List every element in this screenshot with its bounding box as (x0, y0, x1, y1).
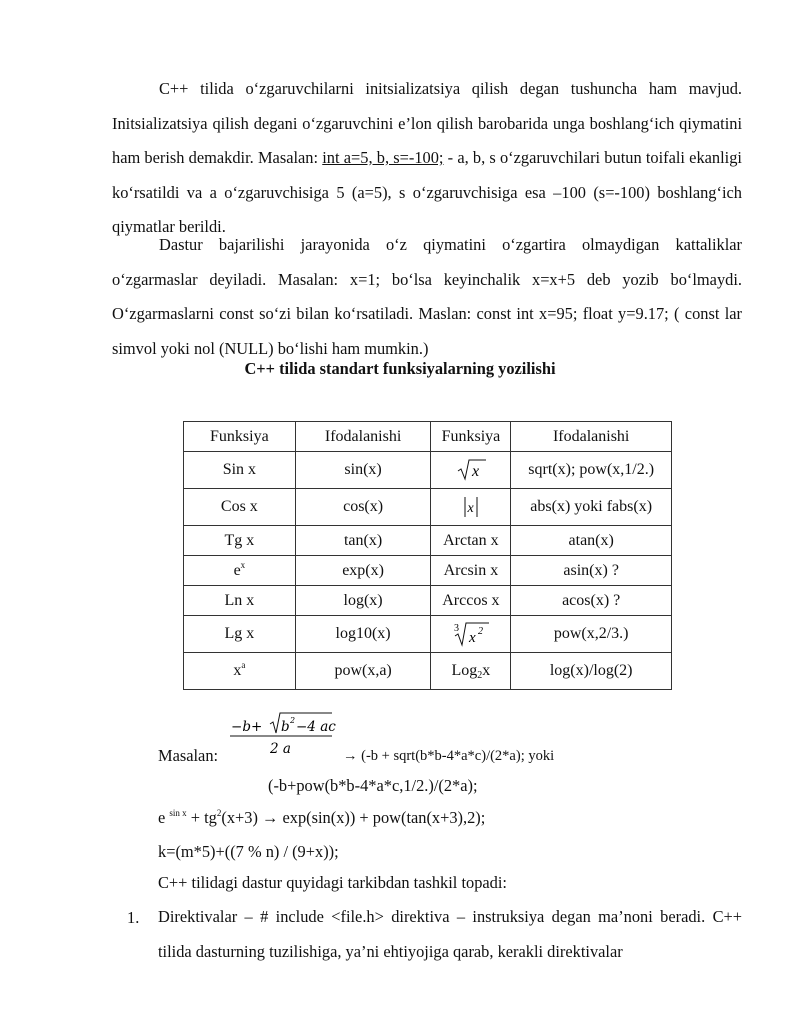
functions-table (183, 421, 672, 690)
table-cell: Ln x (184, 586, 296, 616)
formula-numerator-prefix: −b+ (231, 719, 263, 735)
cube-root-symbol (451, 619, 491, 649)
formula-sup: 2 (290, 716, 296, 725)
table-header: Funksiya (184, 422, 296, 452)
example-line-5: C++ tilidagi dastur quyidagi tarkibdan tashkil topadi: (158, 873, 507, 892)
example-label: Masalan: (158, 746, 219, 765)
table-cell (184, 653, 296, 690)
sqrt-x: x (471, 463, 479, 480)
table-cell: tan(x) (295, 526, 431, 556)
table-cell: Lg x (184, 616, 296, 653)
table-cell: atan(x) (511, 526, 672, 556)
formula-mid: + tg (186, 808, 217, 827)
exp-superscript: x (240, 559, 246, 570)
table-cell (431, 452, 511, 489)
table-cell: asin(x) ? (511, 556, 672, 586)
section-heading: C++ tilida standart funksiyalarning yozilishi (244, 359, 556, 378)
code-example: int a=5, b, s=-100; (322, 148, 444, 168)
quadratic-formula (228, 709, 338, 761)
table-cell: Arcsin x (431, 556, 511, 586)
list-item-text: Direktivalar – # include <file.h> direktiva – instruksiya degan ma’noni beradi. C++ tilida dasturning tuzilishiga, ya’ni ehtiyojiga qarab, kerakli direktivalar (158, 907, 742, 961)
tg-superscript: 2 (216, 808, 222, 818)
table-cell: Arccos x (431, 586, 511, 616)
exp-superscript: sin x (169, 808, 187, 818)
example-line-4: k=(m*5)+((7 % n) / (9+x)); (158, 842, 339, 861)
formula-denominator: 2 a (270, 741, 291, 757)
table-cell: exp(x) (295, 556, 431, 586)
table-cell: acos(x) ? (511, 586, 672, 616)
table-cell: abs(x) yoki fabs(x) (511, 489, 672, 526)
table-row (184, 489, 672, 526)
table-row (184, 653, 672, 690)
log-subscript: 2 (477, 670, 483, 681)
power-base: x (233, 662, 242, 679)
sqrt-symbol (454, 457, 488, 483)
root-power: 2 (477, 626, 483, 637)
log-arg: x (482, 662, 491, 679)
table-cell: Tg x (184, 526, 296, 556)
table-header: Ifodalanishi (511, 422, 672, 452)
table-cell: cos(x) (295, 489, 431, 526)
abs-x: x (467, 501, 474, 516)
table-cell: log(x)/log(2) (511, 653, 672, 690)
log-base: Log (451, 662, 478, 679)
paragraph-initialization (112, 72, 742, 245)
exp-base: e (158, 808, 166, 827)
table-row (184, 556, 672, 586)
table-cell: log10(x) (295, 616, 431, 653)
table-row (184, 586, 672, 616)
table-cell: Arctan x (431, 526, 511, 556)
example-line-3 (158, 805, 485, 833)
table-cell (431, 489, 511, 526)
list-number: 1. (127, 908, 140, 927)
table-row (184, 616, 672, 653)
table-header-row (184, 422, 672, 452)
table-cell: log(x) (295, 586, 431, 616)
example-line-2: (-b+pow(b*b-4*a*c,1/2.)/(2*a); (268, 776, 478, 795)
table-cell (431, 653, 511, 690)
table-cell: sin(x) (295, 452, 431, 489)
exp-base: e (233, 561, 241, 579)
paragraph-constants: Dastur bajarilishi jarayonida o‘z qiymatini o‘zgartira olmaydigan kattaliklar o‘zgarmaslar deyiladi. Masalan: x=1; bo‘lsa keyinchalik x=x+5 deb yozib bo‘lmaydi. O‘zgarmaslarni const so‘zi bilan ko‘rsatiladi. Maslan: const int x=95; float y=9.17; ( const lar simvol yoki nol (NULL) bo‘lishi ham mumkin.) (112, 235, 742, 358)
root-index: 3 (453, 623, 459, 634)
table-row (184, 526, 672, 556)
formula-rest: −4 ac (296, 719, 336, 735)
paragraph-text: - a, b, s o‘zgaruvchilari butun toifali ekanligi ko‘rsatildi va a o‘zgaruvchisiga 5 (a=5), s o‘zgaruvchisiga esa –100 (s=-100) boshlang‘ich qiymatlar berildi. (112, 148, 742, 237)
formula-b: b (281, 719, 290, 735)
table-header: Ifodalanishi (295, 422, 431, 452)
example-line-1: → (-b + sqrt(b*b-4*a*c)/(2*a); yoki (343, 748, 555, 764)
table-cell: Sin x (184, 452, 296, 489)
power-superscript: a (241, 660, 246, 670)
root-x: x (468, 630, 476, 646)
table-cell: pow(x,a) (295, 653, 431, 690)
abs-symbol (461, 494, 481, 520)
formula-rest: (x+3) → exp(sin(x)) + pow(tan(x+3),2); (221, 808, 486, 827)
paragraph-text: C++ tilida o‘zgaruvchilarni initsializatsiya qilish degan tushuncha ham mavjud. Initsializatsiya qilish degani o‘zgaruvchini e’lon qilish barobarida unga boshlang‘ich qiymatini ham berish demakdir. Masalan: (112, 79, 742, 168)
table-cell: sqrt(x); pow(x,1/2.) (511, 452, 672, 489)
table-row (184, 452, 672, 489)
table-header: Funksiya (431, 422, 511, 452)
table-cell (184, 556, 296, 586)
table-cell: Cos x (184, 489, 296, 526)
table-cell: pow(x,2/3.) (511, 616, 672, 653)
table-cell (431, 616, 511, 653)
